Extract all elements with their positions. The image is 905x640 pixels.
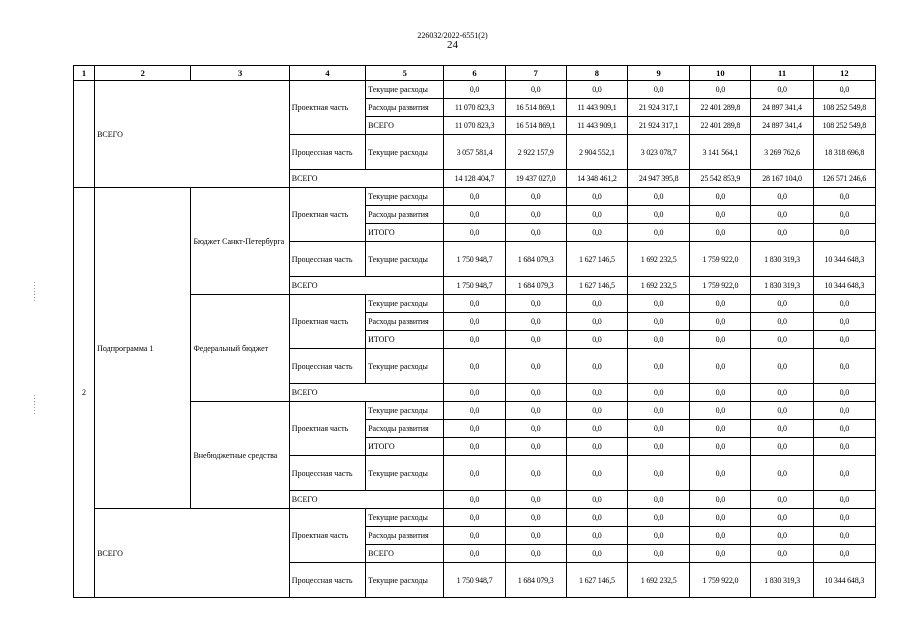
value-cell: 11 070 823,3 bbox=[444, 99, 505, 117]
expense-type: ВСЕГО bbox=[366, 117, 444, 135]
expense-type: Текущие расходы bbox=[366, 188, 444, 206]
expense-type: ИТОГО bbox=[366, 438, 444, 456]
expense-type: Текущие расходы bbox=[366, 295, 444, 313]
value-cell: 0,0 bbox=[690, 206, 751, 224]
table-row bbox=[74, 188, 876, 206]
value-cell: 0,0 bbox=[566, 456, 627, 491]
value-cell: 14 128 404,7 bbox=[444, 170, 505, 188]
process-part-label: Процессная часть bbox=[289, 349, 365, 384]
expense-type: Текущие расходы bbox=[366, 509, 444, 527]
col-header: 2 bbox=[95, 66, 191, 81]
col-header: 7 bbox=[505, 66, 566, 81]
value-cell: 0,0 bbox=[690, 509, 751, 527]
value-cell: 1 759 922,0 bbox=[690, 242, 751, 277]
expense-type: ИТОГО bbox=[366, 331, 444, 349]
value-cell: 0,0 bbox=[444, 188, 505, 206]
page-number: 24 bbox=[447, 39, 458, 51]
value-cell: 0,0 bbox=[690, 313, 751, 331]
value-cell: 0,0 bbox=[628, 456, 690, 491]
value-cell: 0,0 bbox=[628, 491, 690, 509]
value-cell: 0,0 bbox=[690, 491, 751, 509]
value-cell: 0,0 bbox=[751, 349, 813, 384]
value-cell: 0,0 bbox=[628, 545, 690, 563]
value-cell: 0,0 bbox=[690, 420, 751, 438]
value-cell: 0,0 bbox=[628, 527, 690, 545]
value-cell: 0,0 bbox=[751, 527, 813, 545]
total-label: ВСЕГО bbox=[95, 509, 290, 598]
value-cell: 0,0 bbox=[751, 224, 813, 242]
total-row-label: ВСЕГО bbox=[289, 384, 444, 402]
value-cell: 0,0 bbox=[813, 527, 875, 545]
value-cell: 10 344 648,3 bbox=[813, 242, 875, 277]
value-cell: 0,0 bbox=[566, 509, 627, 527]
value-cell: 0,0 bbox=[566, 420, 627, 438]
value-cell: 0,0 bbox=[505, 527, 566, 545]
value-cell: 0,0 bbox=[813, 313, 875, 331]
value-cell: 0,0 bbox=[505, 420, 566, 438]
value-cell: 0,0 bbox=[813, 224, 875, 242]
value-cell: 0,0 bbox=[566, 545, 627, 563]
expense-type: Текущие расходы bbox=[366, 135, 444, 170]
value-cell: 0,0 bbox=[566, 224, 627, 242]
value-cell: 0,0 bbox=[444, 509, 505, 527]
value-cell: 0,0 bbox=[566, 491, 627, 509]
value-cell: 0,0 bbox=[690, 527, 751, 545]
document-id: 226032/2022-6551(2) bbox=[417, 31, 488, 40]
value-cell: 0,0 bbox=[690, 384, 751, 402]
process-part-label: Процессная часть bbox=[289, 242, 365, 277]
value-cell: 0,0 bbox=[566, 206, 627, 224]
value-cell: 3 057 581,4 bbox=[444, 135, 505, 170]
value-cell: 0,0 bbox=[505, 81, 566, 99]
value-cell: 0,0 bbox=[690, 295, 751, 313]
value-cell: 22 401 289,8 bbox=[690, 99, 751, 117]
process-part-label: Процессная часть bbox=[289, 563, 365, 598]
value-cell: 0,0 bbox=[628, 509, 690, 527]
value-cell: 1 830 319,3 bbox=[751, 277, 813, 295]
value-cell: 0,0 bbox=[813, 438, 875, 456]
value-cell: 0,0 bbox=[628, 188, 690, 206]
value-cell: 0,0 bbox=[628, 331, 690, 349]
value-cell: 0,0 bbox=[444, 438, 505, 456]
expense-type: Текущие расходы bbox=[366, 563, 444, 598]
value-cell: 24 897 341,4 bbox=[751, 99, 813, 117]
value-cell: 0,0 bbox=[751, 545, 813, 563]
value-cell: 0,0 bbox=[628, 81, 690, 99]
expense-type: Расходы развития bbox=[366, 420, 444, 438]
col-header: 9 bbox=[628, 66, 690, 81]
expense-type: Расходы развития bbox=[366, 206, 444, 224]
value-cell: 0,0 bbox=[505, 456, 566, 491]
col-header: 3 bbox=[191, 66, 289, 81]
value-cell: 0,0 bbox=[813, 81, 875, 99]
value-cell: 2 904 552,1 bbox=[566, 135, 627, 170]
value-cell: 0,0 bbox=[444, 313, 505, 331]
value-cell: 0,0 bbox=[690, 81, 751, 99]
expense-type: ВСЕГО bbox=[366, 545, 444, 563]
col-header: 6 bbox=[444, 66, 505, 81]
value-cell: 1 750 948,7 bbox=[444, 563, 505, 598]
value-cell: 1 692 232,5 bbox=[628, 563, 690, 598]
value-cell: 0,0 bbox=[751, 188, 813, 206]
table-row bbox=[74, 81, 876, 99]
value-cell: 3 141 564,1 bbox=[690, 135, 751, 170]
funding-source-label: Бюджет Санкт-Петербурга bbox=[191, 188, 289, 295]
value-cell: 11 443 909,1 bbox=[566, 99, 627, 117]
value-cell: 1 830 319,3 bbox=[751, 242, 813, 277]
value-cell: 0,0 bbox=[751, 295, 813, 313]
value-cell: 0,0 bbox=[566, 313, 627, 331]
value-cell: 0,0 bbox=[813, 331, 875, 349]
value-cell: 0,0 bbox=[444, 349, 505, 384]
value-cell: 0,0 bbox=[505, 545, 566, 563]
value-cell: 0,0 bbox=[444, 384, 505, 402]
expense-type: ИТОГО bbox=[366, 224, 444, 242]
value-cell: 28 167 104,0 bbox=[751, 170, 813, 188]
value-cell: 0,0 bbox=[690, 402, 751, 420]
value-cell: 0,0 bbox=[444, 545, 505, 563]
value-cell: 1 759 922,0 bbox=[690, 277, 751, 295]
value-cell: 0,0 bbox=[505, 295, 566, 313]
value-cell: 10 344 648,3 bbox=[813, 563, 875, 598]
value-cell: 0,0 bbox=[566, 349, 627, 384]
value-cell: 0,0 bbox=[566, 438, 627, 456]
value-cell: 0,0 bbox=[628, 384, 690, 402]
value-cell: 0,0 bbox=[505, 331, 566, 349]
value-cell: 0,0 bbox=[628, 402, 690, 420]
value-cell: 0,0 bbox=[505, 313, 566, 331]
value-cell: 16 514 869,1 bbox=[505, 117, 566, 135]
value-cell: 0,0 bbox=[505, 384, 566, 402]
value-cell: 0,0 bbox=[628, 420, 690, 438]
value-cell: 0,0 bbox=[813, 545, 875, 563]
col-header: 12 bbox=[813, 66, 875, 81]
value-cell: 0,0 bbox=[505, 491, 566, 509]
value-cell: 0,0 bbox=[751, 384, 813, 402]
value-cell: 0,0 bbox=[505, 224, 566, 242]
value-cell: 0,0 bbox=[813, 509, 875, 527]
value-cell: 1 627 146,5 bbox=[566, 563, 627, 598]
value-cell: 1 692 232,5 bbox=[628, 242, 690, 277]
value-cell: 0,0 bbox=[813, 188, 875, 206]
value-cell: 0,0 bbox=[690, 438, 751, 456]
value-cell: 0,0 bbox=[751, 81, 813, 99]
value-cell: 0,0 bbox=[444, 295, 505, 313]
value-cell: 0,0 bbox=[690, 224, 751, 242]
value-cell: 0,0 bbox=[813, 295, 875, 313]
value-cell: 0,0 bbox=[444, 527, 505, 545]
total-row-label: ВСЕГО bbox=[289, 491, 444, 509]
process-part-label: Процессная часть bbox=[289, 456, 365, 491]
value-cell: 1 684 079,3 bbox=[505, 277, 566, 295]
value-cell: 1 830 319,3 bbox=[751, 563, 813, 598]
value-cell: 0,0 bbox=[566, 81, 627, 99]
value-cell: 0,0 bbox=[690, 456, 751, 491]
value-cell: 0,0 bbox=[444, 81, 505, 99]
binding-mark bbox=[34, 395, 35, 415]
value-cell: 0,0 bbox=[628, 295, 690, 313]
process-part-label: Процессная часть bbox=[289, 135, 365, 170]
col-header: 11 bbox=[751, 66, 813, 81]
value-cell: 1 692 232,5 bbox=[628, 277, 690, 295]
value-cell: 0,0 bbox=[628, 313, 690, 331]
col-header: 4 bbox=[289, 66, 365, 81]
value-cell: 0,0 bbox=[505, 206, 566, 224]
table-row bbox=[74, 402, 876, 420]
expense-type: Текущие расходы bbox=[366, 456, 444, 491]
value-cell: 1 759 922,0 bbox=[690, 563, 751, 598]
value-cell: 0,0 bbox=[751, 206, 813, 224]
value-cell: 18 318 696,8 bbox=[813, 135, 875, 170]
header-row bbox=[74, 66, 876, 81]
value-cell: 0,0 bbox=[444, 491, 505, 509]
value-cell: 0,0 bbox=[566, 188, 627, 206]
expense-type: Текущие расходы bbox=[366, 81, 444, 99]
value-cell: 0,0 bbox=[813, 456, 875, 491]
funding-source-label: Федеральный бюджет bbox=[191, 295, 289, 402]
expense-type: Текущие расходы bbox=[366, 402, 444, 420]
value-cell: 0,0 bbox=[628, 206, 690, 224]
value-cell: 0,0 bbox=[505, 402, 566, 420]
value-cell: 108 252 549,8 bbox=[813, 99, 875, 117]
value-cell: 0,0 bbox=[751, 402, 813, 420]
value-cell: 0,0 bbox=[751, 491, 813, 509]
value-cell: 11 443 909,1 bbox=[566, 117, 627, 135]
value-cell: 1 684 079,3 bbox=[505, 242, 566, 277]
value-cell: 0,0 bbox=[690, 349, 751, 384]
value-cell: 24 897 341,4 bbox=[751, 117, 813, 135]
col-header: 5 bbox=[366, 66, 444, 81]
value-cell: 0,0 bbox=[566, 331, 627, 349]
table-row bbox=[74, 509, 876, 527]
value-cell: 0,0 bbox=[444, 420, 505, 438]
value-cell: 0,0 bbox=[751, 313, 813, 331]
value-cell: 21 924 317,1 bbox=[628, 99, 690, 117]
value-cell: 0,0 bbox=[505, 438, 566, 456]
value-cell: 0,0 bbox=[566, 295, 627, 313]
value-cell: 0,0 bbox=[751, 509, 813, 527]
value-cell: 0,0 bbox=[444, 402, 505, 420]
value-cell: 25 542 853,9 bbox=[690, 170, 751, 188]
value-cell: 1 627 146,5 bbox=[566, 277, 627, 295]
total-row-label: ВСЕГО bbox=[289, 170, 444, 188]
value-cell: 0,0 bbox=[628, 438, 690, 456]
value-cell: 0,0 bbox=[444, 206, 505, 224]
expense-type: Расходы развития bbox=[366, 527, 444, 545]
value-cell: 10 344 648,3 bbox=[813, 277, 875, 295]
row-number-cell: 2 bbox=[74, 188, 95, 598]
value-cell: 22 401 289,8 bbox=[690, 117, 751, 135]
project-part-label: Проектная часть bbox=[289, 509, 365, 563]
project-part-label: Проектная часть bbox=[289, 81, 365, 135]
value-cell: 0,0 bbox=[444, 224, 505, 242]
project-part-label: Проектная часть bbox=[289, 188, 365, 242]
funding-source-label: Внебюджетные средства bbox=[191, 402, 289, 509]
value-cell: 0,0 bbox=[628, 224, 690, 242]
expense-type: Расходы развития bbox=[366, 313, 444, 331]
project-part-label: Проектная часть bbox=[289, 402, 365, 456]
value-cell: 0,0 bbox=[690, 545, 751, 563]
value-cell: 11 070 823,3 bbox=[444, 117, 505, 135]
value-cell: 0,0 bbox=[566, 384, 627, 402]
value-cell: 2 922 157,9 bbox=[505, 135, 566, 170]
value-cell: 1 627 146,5 bbox=[566, 242, 627, 277]
value-cell: 0,0 bbox=[505, 188, 566, 206]
value-cell: 3 023 078,7 bbox=[628, 135, 690, 170]
expense-type: Текущие расходы bbox=[366, 242, 444, 277]
value-cell: 0,0 bbox=[751, 438, 813, 456]
value-cell: 3 269 762,6 bbox=[751, 135, 813, 170]
value-cell: 1 750 948,7 bbox=[444, 242, 505, 277]
value-cell: 19 437 027,0 bbox=[505, 170, 566, 188]
value-cell: 0,0 bbox=[813, 384, 875, 402]
expense-type: Текущие расходы bbox=[366, 349, 444, 384]
col-header: 8 bbox=[566, 66, 627, 81]
value-cell: 0,0 bbox=[566, 402, 627, 420]
total-row-label: ВСЕГО bbox=[289, 277, 444, 295]
value-cell: 0,0 bbox=[566, 527, 627, 545]
total-label: ВСЕГО bbox=[95, 81, 290, 188]
value-cell: 14 348 461,2 bbox=[566, 170, 627, 188]
budget-table bbox=[73, 65, 876, 598]
value-cell: 0,0 bbox=[813, 491, 875, 509]
table-row bbox=[74, 295, 876, 313]
expense-type: Расходы развития bbox=[366, 99, 444, 117]
row-number-cell bbox=[74, 81, 95, 188]
value-cell: 0,0 bbox=[751, 331, 813, 349]
value-cell: 0,0 bbox=[505, 349, 566, 384]
col-header: 1 bbox=[74, 66, 95, 81]
value-cell: 0,0 bbox=[751, 456, 813, 491]
value-cell: 1 684 079,3 bbox=[505, 563, 566, 598]
value-cell: 0,0 bbox=[813, 206, 875, 224]
value-cell: 21 924 317,1 bbox=[628, 117, 690, 135]
value-cell: 1 750 948,7 bbox=[444, 277, 505, 295]
value-cell: 126 571 246,6 bbox=[813, 170, 875, 188]
col-header: 10 bbox=[690, 66, 751, 81]
project-part-label: Проектная часть bbox=[289, 295, 365, 349]
value-cell: 0,0 bbox=[444, 331, 505, 349]
value-cell: 0,0 bbox=[751, 420, 813, 438]
value-cell: 16 514 869,1 bbox=[505, 99, 566, 117]
subprogram-label: Подпрограмма 1 bbox=[95, 188, 191, 509]
value-cell: 0,0 bbox=[813, 420, 875, 438]
value-cell: 24 947 395,8 bbox=[628, 170, 690, 188]
value-cell: 0,0 bbox=[690, 331, 751, 349]
value-cell: 0,0 bbox=[813, 349, 875, 384]
value-cell: 108 252 549,8 bbox=[813, 117, 875, 135]
value-cell: 0,0 bbox=[628, 349, 690, 384]
value-cell: 0,0 bbox=[813, 402, 875, 420]
value-cell: 0,0 bbox=[505, 509, 566, 527]
value-cell: 0,0 bbox=[444, 456, 505, 491]
value-cell: 0,0 bbox=[690, 188, 751, 206]
binding-mark bbox=[34, 282, 35, 302]
